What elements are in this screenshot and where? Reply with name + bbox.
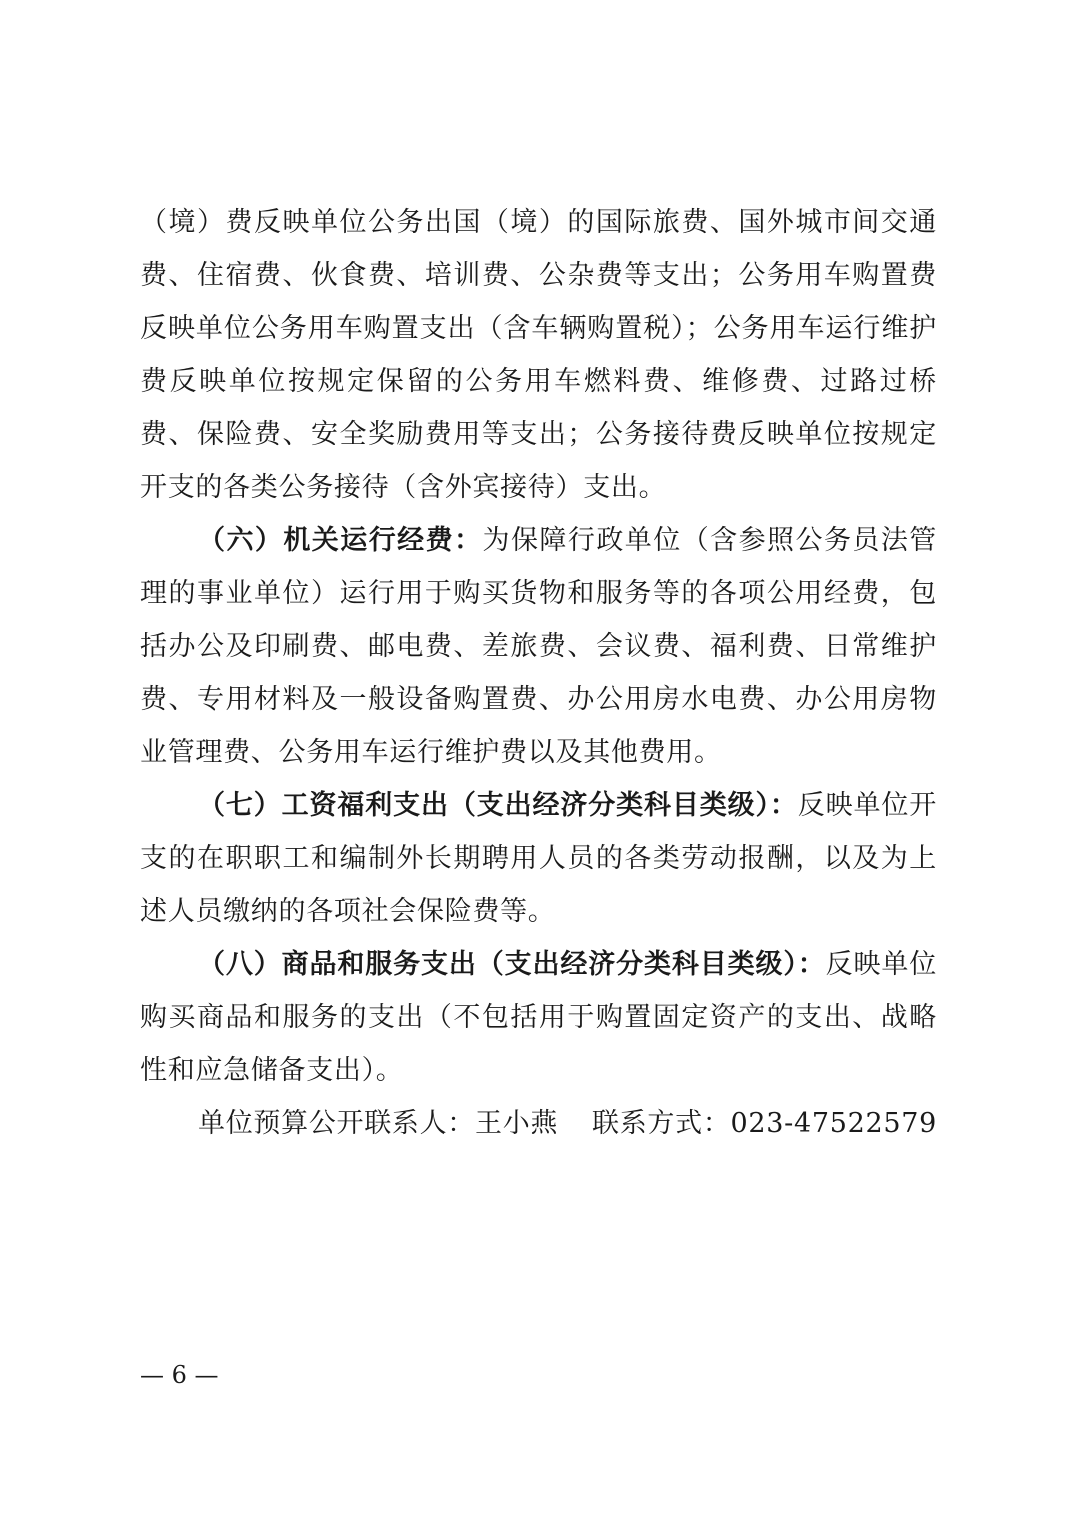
paragraph-continued [140, 196, 937, 514]
contact-phone-number: 023-47522579 [730, 1108, 937, 1139]
contact-person-label: 单位预算公开联系人： [198, 1108, 475, 1139]
paragraph-wage-welfare [140, 779, 937, 938]
paragraph-office-operating-costs [140, 514, 937, 779]
paragraph-body: 为保障行政单位（含参照公务员法管理的事业单位）运行用于购买货物和服务等的各项公用经费，包括办公及印刷费、邮电费、差旅费、会议费、福利费、日常维护费、专用材料及一般设备购置费、办公用房水电费、办公用房物业管理费、公务用车运行维护费以及其他费用。 [140, 525, 938, 768]
paragraph-heading: （七）工资福利支出（支出经济分类科目类级）： [198, 790, 798, 821]
paragraph-body: 反映单位购买商品和服务的支出（不包括用于购置固定资产的支出、战略性和应急储备支出）。 [140, 949, 937, 1086]
paragraph-body: （境）费反映单位公务出国（境）的国际旅费、国外城市间交通费、住宿费、伙食费、培训费、公杂费等支出；公务用车购置费反映单位公务用车购置支出（含车辆购置税）；公务用车运行维护费反映单位按规定保留的公务用车燃料费、维修费、过路过桥费、保险费、安全奖励费用等支出；公务接待费反映单位按规定开支的各类公务接待（含外宾接待）支出。 [140, 207, 937, 503]
paragraph-goods-services [140, 938, 937, 1097]
contact-phone [592, 1097, 937, 1150]
page-number: — 6 — [140, 1361, 219, 1389]
paragraph-heading: （六）机关运行经费： [198, 525, 483, 556]
contact-phone-label: 联系方式： [592, 1108, 731, 1139]
contact-line [140, 1097, 937, 1150]
contact-person [198, 1097, 558, 1150]
contact-person-name: 王小燕 [475, 1108, 559, 1139]
paragraph-heading: （八）商品和服务支出（支出经济分类科目类级）： [198, 949, 826, 980]
paragraph-body: 反映单位开支的在职职工和编制外长期聘用人员的各类劳动报酬，以及为上述人员缴纳的各项社会保险费等。 [140, 790, 938, 927]
body-text [140, 196, 937, 1150]
